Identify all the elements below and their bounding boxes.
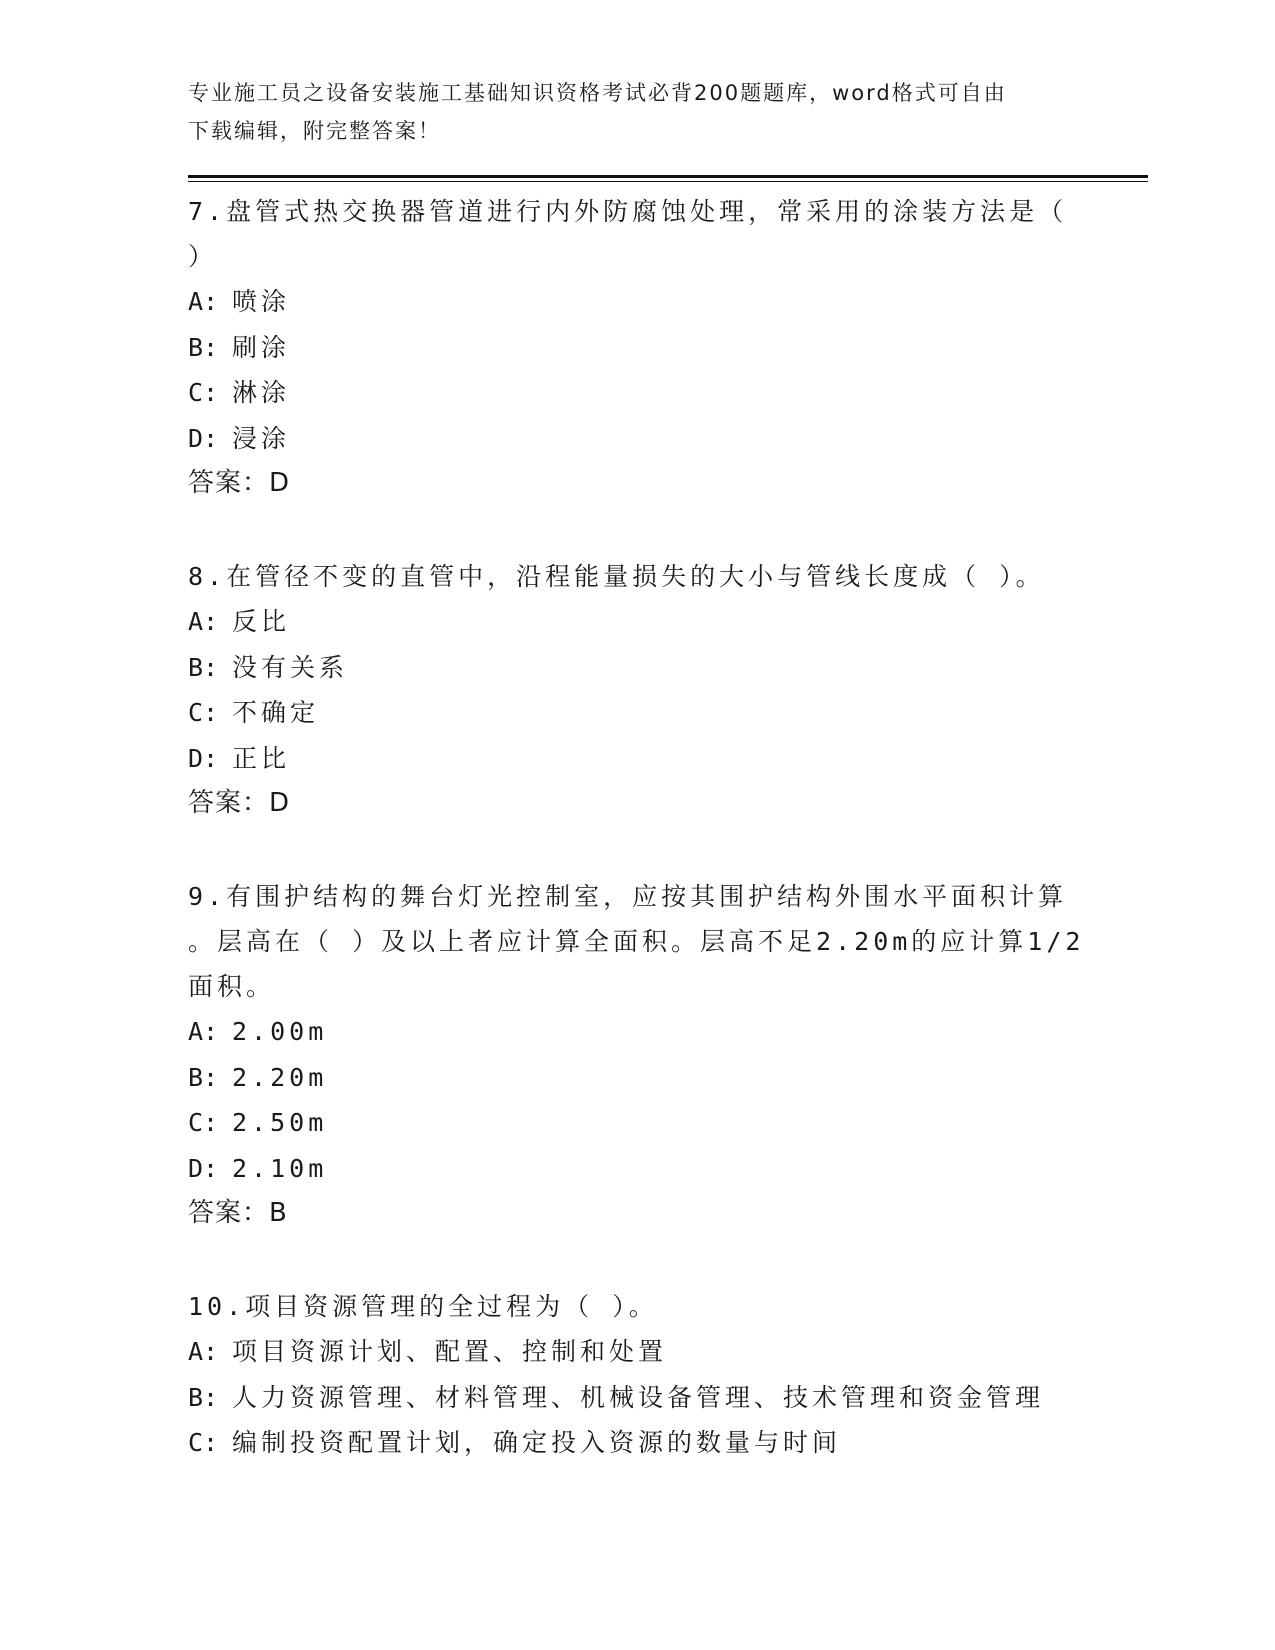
option-a (188, 599, 1088, 645)
question-text (188, 874, 1088, 1009)
option-letter: C: (188, 378, 219, 407)
option-text: 2.00m (232, 1017, 328, 1046)
question-text-line: 。层高在（ ）及以上者应计算全面积。层高不足2.20m的应计算1/2 (188, 927, 1085, 956)
question-text (188, 554, 1088, 599)
option-a (188, 279, 1088, 325)
option-letter: C: (188, 1428, 219, 1457)
option-letter: C: (188, 698, 219, 727)
header-line-2: 下载编辑，附完整答案！ (188, 119, 441, 143)
question-spacer (188, 826, 1088, 872)
question-10 (188, 1284, 1088, 1466)
question-list (188, 187, 1088, 1466)
option-letter: D: (188, 1153, 219, 1183)
question-text-line: 7.盘管式热交换器管道进行内外防腐蚀处理，常采用的涂装方法是（ (188, 197, 1068, 226)
option-text: 正比 (232, 743, 291, 773)
option-c (188, 1100, 1088, 1146)
option-d (188, 1146, 1088, 1192)
option-text: 淋涂 (232, 378, 291, 407)
option-text: 编制投资配置计划，确定投入资源的数量与时间 (232, 1428, 842, 1457)
option-c (188, 370, 1088, 416)
question-text-line: 10.项目资源管理的全过程为（ ）。 (188, 1292, 658, 1321)
option-a (188, 1329, 1088, 1375)
question-9 (188, 874, 1088, 1236)
question-7 (188, 189, 1088, 506)
option-text: 2.10m (232, 1153, 328, 1183)
option-text: 喷涂 (232, 287, 291, 316)
header-rule-thick (188, 175, 1148, 178)
question-text (188, 1284, 1088, 1329)
question-text-line: ） (188, 242, 218, 271)
option-letter: D: (188, 423, 219, 453)
option-letter: B: (188, 1062, 219, 1092)
option-text: 不确定 (232, 698, 320, 727)
question-spacer (188, 1236, 1088, 1282)
header-line-1: 专业施工员之设备安装施工基础知识资格考试必背200题题库，word格式可自由 (188, 81, 1007, 105)
option-letter: D: (188, 743, 219, 773)
option-letter: B: (188, 652, 219, 682)
option-text: 人力资源管理、材料管理、机械设备管理、技术管理和资金管理 (232, 1382, 1045, 1412)
question-text-line: 9.有围护结构的舞台灯光控制室，应按其围护结构外围水平面积计算 (188, 882, 1068, 911)
option-text: 2.50m (232, 1108, 328, 1137)
option-b (188, 1375, 1088, 1421)
option-text: 反比 (232, 607, 291, 636)
question-text-line: 8.在管径不变的直管中，沿程能量损失的大小与管线长度成（ ）。 (188, 562, 1045, 591)
option-c (188, 690, 1088, 736)
answer: 答案：D (188, 788, 291, 818)
option-letter: C: (188, 1108, 219, 1137)
option-c (188, 1420, 1088, 1466)
option-d (188, 416, 1088, 462)
option-text: 刷涂 (232, 332, 291, 362)
question-8 (188, 554, 1088, 826)
option-d (188, 736, 1088, 782)
option-b (188, 325, 1088, 371)
option-b (188, 1055, 1088, 1101)
option-letter: A: (188, 287, 219, 316)
option-letter: B: (188, 1382, 219, 1412)
option-text: 浸涂 (232, 423, 291, 453)
document-header (188, 74, 1088, 150)
question-text (188, 189, 1088, 279)
option-letter: A: (188, 1337, 219, 1366)
option-b (188, 645, 1088, 691)
question-text-line: 面积。 (188, 972, 276, 1001)
option-a (188, 1009, 1088, 1055)
option-text: 2.20m (232, 1062, 328, 1092)
option-text: 没有关系 (232, 652, 349, 682)
option-text: 项目资源计划、配置、控制和处置 (232, 1337, 668, 1366)
option-letter: B: (188, 332, 219, 362)
answer: 答案：B (188, 1198, 288, 1228)
answer: 答案：D (188, 468, 291, 498)
option-letter: A: (188, 1017, 219, 1046)
option-letter: A: (188, 607, 219, 636)
question-spacer (188, 506, 1088, 552)
header-rule-thin (188, 181, 1148, 182)
